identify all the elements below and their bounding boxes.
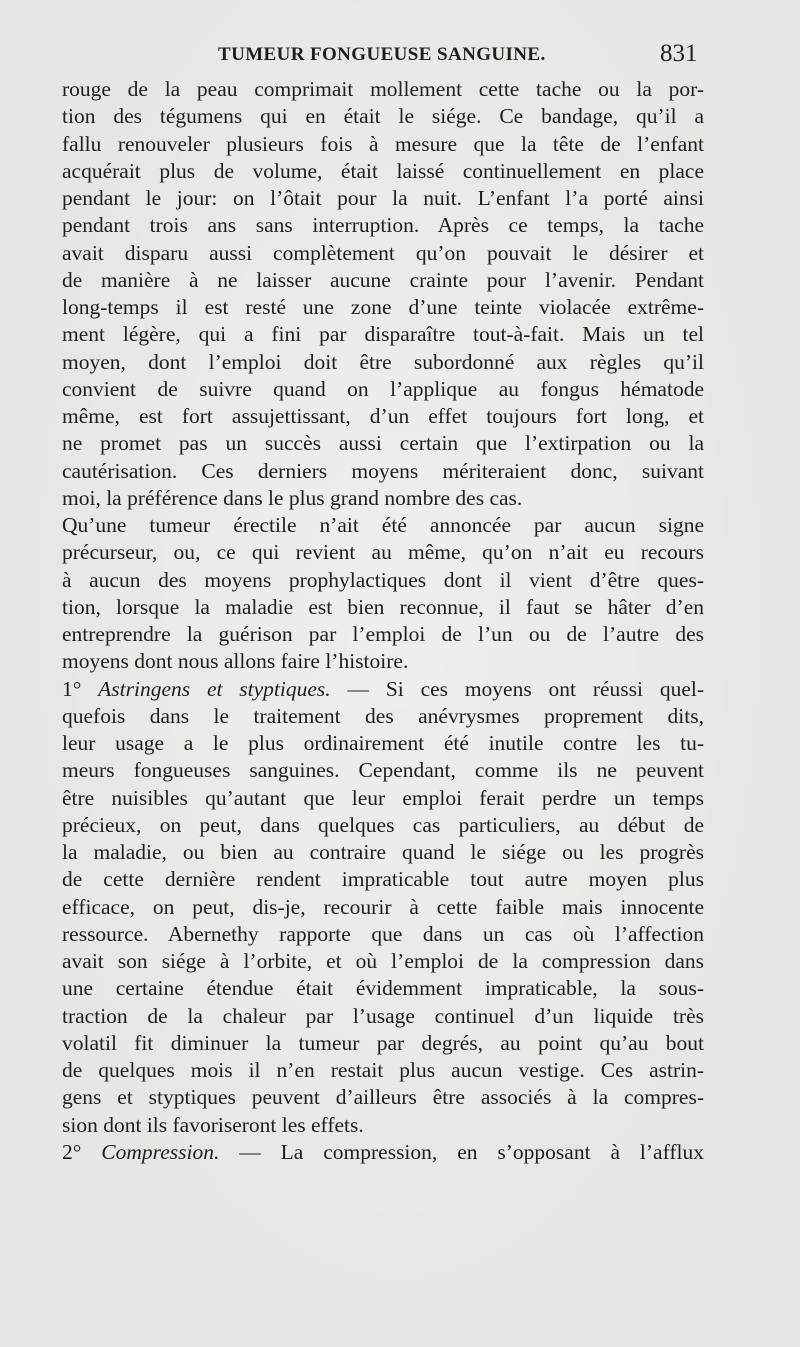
- text-line: 1° Astringens et styptiques. — Si ces moyens ont réussi quel-: [62, 676, 704, 701]
- text-line: même, est fort assujettissant, d’un effet toujours fort long, et: [62, 404, 704, 428]
- text-line: Qu’une tumeur érectile n’ait été annoncée par aucun signe: [62, 513, 704, 537]
- text-line: à aucun des moyens prophylactiques dont il vient d’être ques-: [62, 567, 704, 592]
- text-line: tion des tégumens qui en était le siége. Ce bandage, qu’il a: [62, 104, 704, 129]
- text-line: cautérisation. Ces derniers moyens mériteraient donc, suivant: [62, 458, 704, 483]
- page-number: 831: [660, 40, 698, 67]
- text-line: efficace, on peut, dis-je, recourir à cette faible mais innocente: [62, 894, 704, 919]
- text-line: de cette dernière rendent impraticable tout autre moyen plus: [62, 867, 704, 892]
- text-line: convient de suivre quand on l’applique au fongus hématode: [62, 376, 704, 401]
- text-line: volatil fit diminuer la tumeur par degrés, au point qu’au bout: [62, 1030, 704, 1055]
- text-line: entreprendre la guérison par l’emploi de l’un ou de l’autre des: [62, 622, 704, 646]
- text-line: traction de la chaleur par l’usage continuel d’un liquide très: [62, 1003, 704, 1028]
- text-line: être nuisibles qu’autant que leur emploi ferait perdre un temps: [62, 785, 704, 810]
- text-line: avait son siége à l’orbite, et où l’emploi de la compression dans: [62, 949, 704, 973]
- text-line: moyens dont nous allons faire l’histoire.: [62, 649, 409, 674]
- text-line: moyen, dont l’emploi doit être subordonné aux règles qu’il: [62, 349, 704, 374]
- text-line: rouge de la peau comprimait mollement cette tache ou la por-: [62, 77, 704, 101]
- text-line: pendant le jour: on l’ôtait pour la nuit. L’enfant l’a porté ainsi: [62, 186, 704, 210]
- text-line: ressource. Abernethy rapporte que dans un cas où l’affection: [62, 921, 704, 946]
- text-line: leur usage a le plus ordinairement été inutile contre les tu-: [62, 731, 704, 755]
- text-line: long-temps il est resté une zone d’une teinte violacée extrême-: [62, 295, 704, 319]
- text-line: ment légère, qui a fini par disparaître tout-à-fait. Mais un tel: [62, 322, 704, 347]
- text-line: quefois dans le traitement des anévrysmes proprement dits,: [62, 703, 704, 728]
- text-line: avait disparu aussi complètement qu’on pouvait le désirer et: [62, 240, 704, 265]
- text-line: précieux, on peut, dans quelques cas particuliers, au début de: [62, 812, 704, 837]
- text-line: 2° Compression. — La compression, en s’opposant à l’afflux: [62, 1139, 704, 1164]
- text-line: sion dont ils favoriseront les effets.: [62, 1112, 364, 1137]
- text-line: fallu renouveler plusieurs fois à mesure que la tête de l’enfant: [62, 131, 704, 156]
- text-line: moi, la préférence dans le plus grand nombre des cas.: [62, 485, 523, 510]
- text-line: pendant trois ans sans interruption. Après ce temps, la tache: [62, 213, 704, 238]
- text-line: de quelques mois il n’en restait plus aucun vestige. Ces astrin-: [62, 1058, 704, 1082]
- running-head: TUMEUR FONGUEUSE SANGUINE.: [218, 44, 546, 65]
- text-line: de manière à ne laisser aucune crainte pour l’avenir. Pendant: [62, 267, 704, 292]
- text-line: acquérait plus de volume, était laissé continuellement en place: [62, 158, 704, 183]
- text-line: précurseur, ou, ce qui revient au même, qu’on n’ait eu recours: [62, 540, 704, 565]
- text-line: une certaine étendue était évidemment impraticable, la sous-: [62, 976, 704, 1001]
- text-line: gens et styptiques peuvent d’ailleurs être associés à la compres-: [62, 1085, 704, 1110]
- page-header: [0, 38, 800, 74]
- text-line: ne promet pas un succès aussi certain que l’extirpation ou la: [62, 431, 704, 456]
- text-line: tion, lorsque la maladie est bien reconnue, il faut se hâter d’en: [62, 594, 704, 619]
- text-line: meurs fongueuses sanguines. Cependant, comme ils ne peuvent: [62, 758, 704, 783]
- text-line: la maladie, ou bien au contraire quand le siége ou les progrès: [62, 840, 704, 864]
- body-text: [62, 76, 704, 1166]
